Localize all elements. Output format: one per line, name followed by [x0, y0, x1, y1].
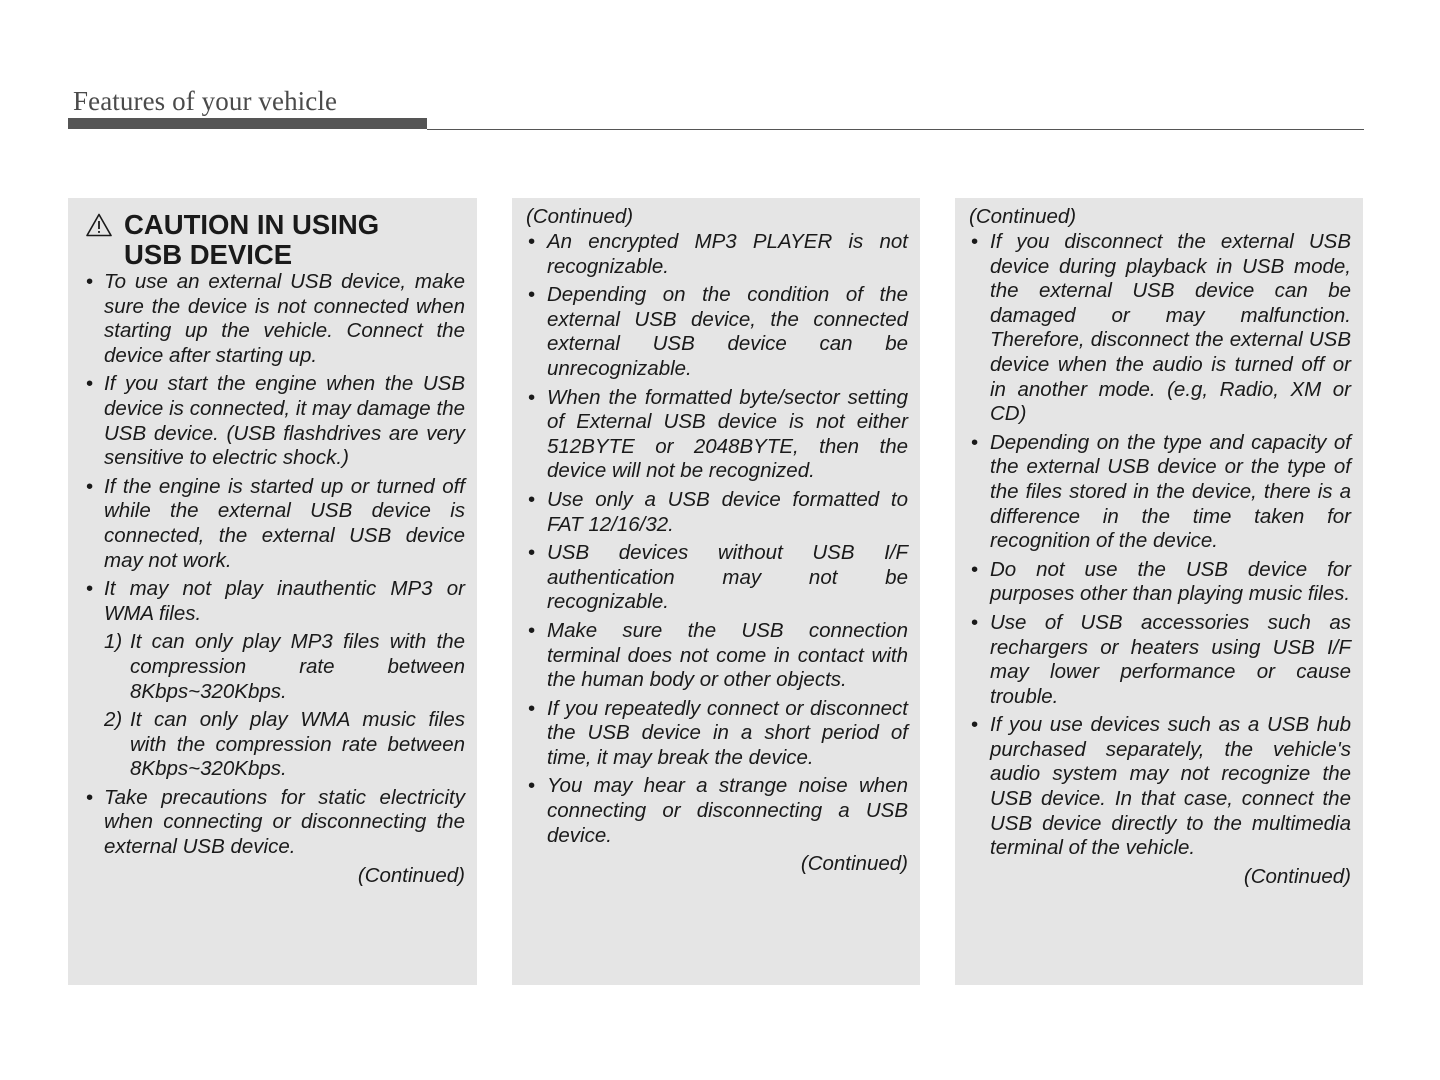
- list-item: • Take precautions for static electricity when connecting or disconnecting the external USB device.: [84, 786, 465, 860]
- caution-list-3: [969, 230, 1351, 861]
- sub-item-text: It can only play MP3 files with the compression rate between 8Kbps~320Kbps.: [130, 630, 465, 703]
- continued-label: (Continued): [357, 863, 465, 887]
- list-item: • You may hear a strange noise when connecting or disconnecting a USB device.: [526, 774, 908, 848]
- list-item: • Use only a USB device formatted to FAT 12/16/32.: [526, 488, 908, 537]
- sub-list: [104, 630, 465, 782]
- sub-item-number: 1): [104, 630, 123, 654]
- list-item: • If you use devices such as a USB hub purchased separately, the vehicle's audio system may not recognize the USB device. In that case, connect the USB device directly to the multimedia terminal of the vehicle.: [969, 713, 1351, 861]
- caution-panel-2: [512, 198, 920, 985]
- caution-title-line-2: USB DEVICE: [124, 239, 293, 270]
- warning-triangle-icon: [86, 213, 112, 237]
- header-rule-thin: [427, 129, 1364, 130]
- list-item-text: It may not play inauthentic MP3 or WMA files.: [104, 577, 465, 625]
- list-item: • If you start the engine when the USB device is connected, it may damage the USB device. (USB flashdrives are very sensitive to electric shock.): [84, 372, 465, 470]
- sub-item-number: 2): [104, 708, 123, 732]
- list-item: • Make sure the USB connection terminal does not come in contact with the human body or other objects.: [526, 619, 908, 693]
- continued-label: (Continued): [800, 852, 908, 876]
- list-item: • Use of USB accessories such as rechargers or heaters using USB I/F may lower performance or cause trouble.: [969, 611, 1351, 709]
- caution-panel-3: [955, 198, 1363, 985]
- list-item: • Depending on the condition of the external USB device, the connected external USB device can be unrecognizable.: [526, 283, 908, 381]
- caution-panel-1: [68, 198, 477, 985]
- list-item: [84, 577, 465, 782]
- list-item: • If you repeatedly connect or disconnect the USB device in a short period of time, it may break the device.: [526, 697, 908, 771]
- continued-label: (Continued): [1243, 864, 1351, 888]
- sub-item-text: It can only play WMA music files with the compression rate between 8Kbps~320Kbps.: [130, 708, 465, 781]
- caution-title-line-1: CAUTION IN USING: [124, 209, 380, 240]
- list-item: • Depending on the type and capacity of the external USB device or the type of the files stored in the device, there is a difference in the time taken for recognition of the device.: [969, 431, 1351, 554]
- sub-list-item: [104, 630, 465, 704]
- list-item: • An encrypted MP3 PLAYER is not recognizable.: [526, 230, 908, 279]
- caution-list-1: [84, 270, 465, 860]
- sub-list-item: [104, 708, 465, 782]
- page-header-title: Features of your vehicle: [73, 86, 338, 116]
- list-item: • USB devices without USB I/F authentication may not be recognizable.: [526, 541, 908, 615]
- header-rule-thick: [68, 118, 427, 129]
- caution-heading: [84, 210, 465, 270]
- list-item: • To use an external USB device, make sure the device is not connected when starting up the vehicle. Connect the device after starting up.: [84, 270, 465, 368]
- list-item: • If you disconnect the external USB device during playback in USB mode, the external USB device can be damaged or may malfunction. Therefore, disconnect the external USB device when the audio is turned off or in another mode. (e.g, Radio, XM or CD): [969, 230, 1351, 427]
- continued-heading: (Continued): [526, 205, 634, 228]
- continued-heading: (Continued): [969, 205, 1077, 228]
- list-item: • Do not use the USB device for purposes other than playing music files.: [969, 558, 1351, 607]
- caution-list-2: [526, 230, 908, 848]
- list-item: • When the formatted byte/sector setting of External USB device is not either 512BYTE or 2048BYTE, then the device will not be recognized.: [526, 386, 908, 484]
- list-item: • If the engine is started up or turned off while the external USB device is connected, the external USB device may not work.: [84, 475, 465, 573]
